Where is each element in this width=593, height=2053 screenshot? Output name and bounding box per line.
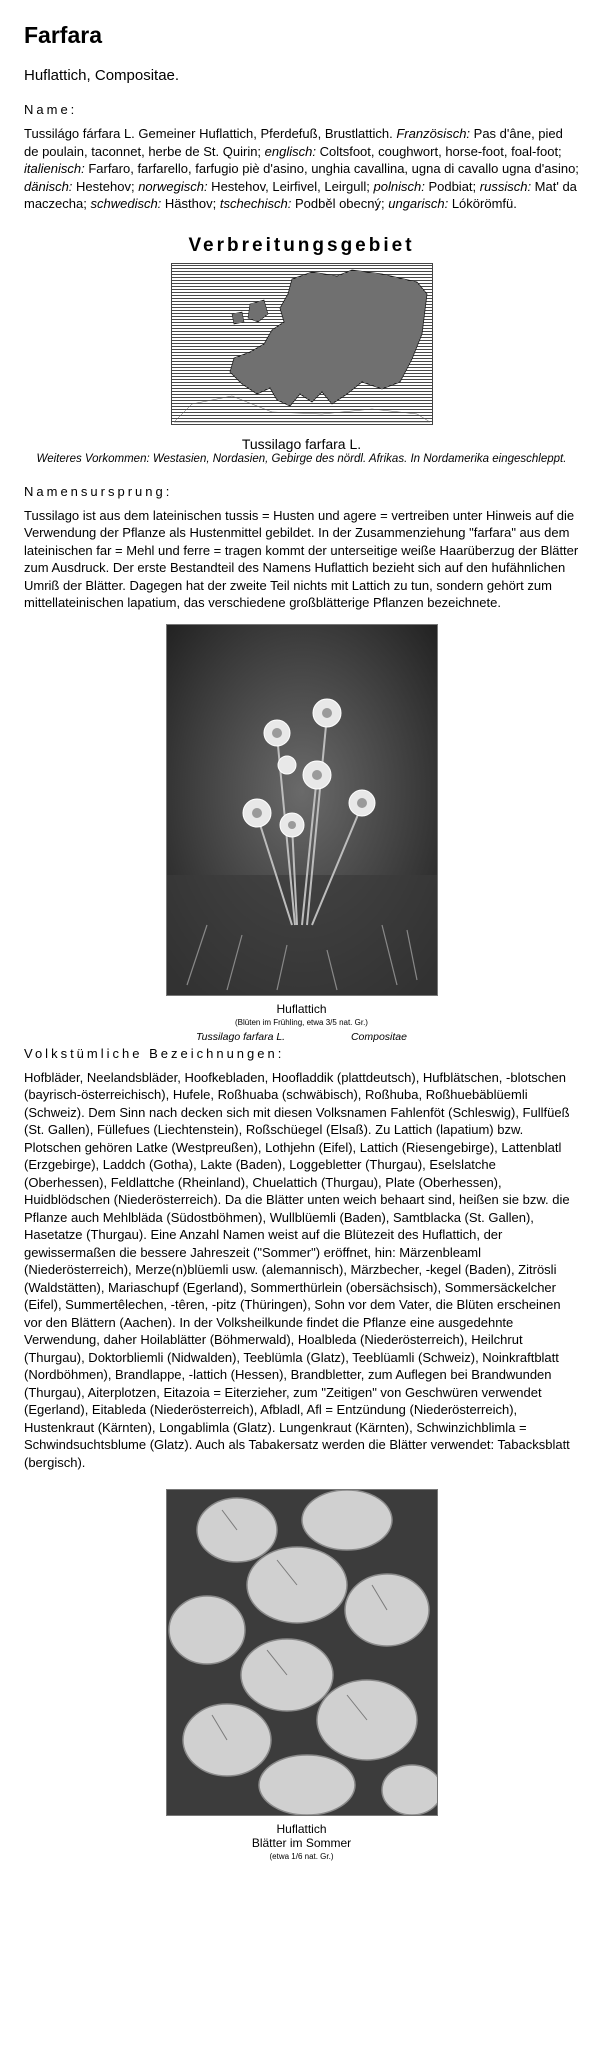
language-label: ungarisch: bbox=[388, 196, 449, 211]
photo2-scale: (etwa 1/6 nat. Gr.) bbox=[269, 1852, 334, 1861]
language-label: italienisch: bbox=[24, 161, 85, 176]
name-text: Pas d'âne, pied de poulain, taconnet, herbe de St. Quirin; bbox=[24, 126, 563, 159]
language-label: dänisch: bbox=[24, 178, 73, 194]
name-text: Tussilágo fárfara L. Gemeiner Huflattich, Pferdefuß, Brustlattich. bbox=[24, 126, 397, 141]
language-label: norwegisch: bbox=[138, 178, 208, 194]
coltsfoot-flowers-photo bbox=[166, 624, 438, 996]
photo2-title: Huflattich bbox=[276, 1822, 327, 1836]
distribution-figure bbox=[24, 235, 579, 466]
origin-paragraph: Tussilago ist aus dem lateinischen tussis = Husten und agere = vertreiben unter Hinweis auf die Verwendung der Pflanze als Hustenmittel gebildet. In der Zusammenziehung "farfara" aus dem lateinischen far = Mehl und ferre = tragen kommt der unterseitige weiße Haarüberzug der Blätter zum Ausdruck. Der erste Bestandteil des Namens Huflattich bezieht sich auf den hufähnlichen Umriß der Blätter. Dagegen hat der zweite Teil nichts mit Lattich zu tun, sondern gehört zum mittellateinischen lapatium, das verschiedene großblätterige Pflanzen bezeichnete. bbox=[24, 507, 579, 610]
photo1-caption bbox=[24, 1002, 579, 1044]
name-text: Mat' da maczecha; bbox=[24, 178, 577, 211]
name-paragraph bbox=[24, 125, 579, 213]
distribution-title: Verbreitungsgebiet bbox=[188, 234, 415, 256]
photo1-scale: (Blüten im Frühling, etwa 3/5 nat. Gr.) bbox=[235, 1017, 368, 1027]
europe-distribution-map bbox=[171, 263, 433, 425]
photo1-latin-row bbox=[24, 1030, 579, 1044]
name-text: Hestehov, Leirfivel, Leirgull; bbox=[207, 178, 374, 194]
folk-paragraph: Hofbläder, Neelandsbläder, Hoofkebladen, Hoofladdik (plattdeutsch), Hufblätschen, -blotschen (bayrisch-österreichisch), Hufele, Roßhuaba (schwäbisch), Roßhuba, Roßhuebäblüemli (Schweiz). Dem Sinn nach decken sich mit diesen Volksnamen Fahlenföt (Schleswig), Fullfüeß (St. Gallen), Füllefues (Liechtenstein), Roßschüegel (Elsaß). Zu Lattich (lapatium) bzw. Plotschen gehören Latke (Westpreußen), Lothjehn (Eifel), Lattich (Riesengebirge), Lattenblatl (Erzgebirge), Laddch (Gotha), Lakte (Baden), Loggebletter (Thurgau), Eselslatche (Oberhessen), Feldlattche (Rheinland), Chuelattich (Thurgau), Plate (Oberhessen), Huidblödschen (Niederösterreich). Da die Blätter unten weich behaart sind, heißen sie bzw. die Pflanze auch Mehlbläda (Südostböhmen), Wullblüemli (Baden), Samtblacka (St. Gallen), Hasetatze (Thurgau). Eine Anzahl Namen weist auf die Blütezeit des Huflattich, der gewissermaßen die bessere Jahreszeit ("Sommer") eröffnet, hin: Märzenbleaml (Niederösterreich), Merze(n)blüemli usw. (alemannisch), Märzbecher, -kegel (Baden), Zitrösli (Waldstätten), Mariaschupf (Egerland), Sommerthürlein (obersächsisch), Sommersäckelcher (Eifel), Summertêlechen, -têren, -pitz (Thüringen), Sohn vor dem Vater, die Blüten erscheinen vor den Blättern (Aachen). In der Volksheilkunde findet die Pflanze eine ausgedehnte Verwendung, daher Hoilablätter (Böhmerwald), Hoalbleda (Niederösterreich), Heilchrut (Thurgau), Doktorbliemli (Nidwalden), Teeblümla (Glatz), Teeblüamli (Schweiz), Noinkraftblatt (Nordböhmen), Brandlappe, -lattich (Hessen), Brandbletter, zum Auflegen bei Brandwunden (Thurgau), Aiterplotzen, Eitazoia = Eiterzieher, zum "Zeitigen" von Geschwüren verwendet (Egerland), Eitableda (Niederösterreich), Afbladl, Afl = Entzündung (Niederösterreich), Hustenkraut (Kärnten), Longablimla (Glatz). Lungenkraut (Kärnten), Schwinzichblimla = Schwindsuchtsblume (Glatz). Auch als Tabakersatz werden die Blätter verwendet: Tabacksblatt (bergisch). bbox=[24, 1069, 570, 1470]
origin-heading: Namensursprung: bbox=[24, 483, 173, 499]
distribution-note: Weiteres Vorkommen: Westasien, Nordasien, Gebirge des nördl. Afrikas. In Nordamerika eingeschleppt. bbox=[36, 452, 567, 465]
language-label: tschechisch: bbox=[219, 196, 292, 211]
name-text: Podbiat; bbox=[424, 178, 480, 194]
photo1-family: Compositae bbox=[350, 1030, 407, 1043]
photo2-caption bbox=[24, 1822, 579, 1864]
photo1-title: Huflattich bbox=[276, 1001, 327, 1016]
language-label: Französisch: bbox=[396, 126, 471, 141]
name-text: Lókörömfü. bbox=[448, 196, 517, 211]
name-text: Podběl obecný; bbox=[291, 196, 389, 211]
name-text: Coltsfoot, coughwort, horse-foot, foal-foot; bbox=[315, 143, 562, 159]
name-text: Hästhov; bbox=[161, 196, 220, 211]
name-text: Farfaro, farfarello, farfugio piè d'asino, unghia cavallina, ugna di cavallo ugna d'asino; bbox=[84, 161, 579, 176]
language-label: schwedisch: bbox=[90, 196, 162, 211]
language-label: polnisch: bbox=[373, 178, 425, 194]
language-label: russisch: bbox=[479, 178, 532, 194]
page-title: Farfara bbox=[24, 22, 102, 48]
name-text: Hestehov; bbox=[72, 178, 139, 194]
page-subtitle: Huflattich, Compositae. bbox=[24, 67, 180, 84]
photo1-latin: Tussilago farfara L. bbox=[196, 1030, 286, 1043]
map-species-label: Tussilago farfara L. bbox=[241, 435, 362, 452]
language-label: englisch: bbox=[264, 143, 316, 159]
name-heading: Name: bbox=[24, 102, 78, 117]
folk-heading: Volkstümliche Bezeichnungen: bbox=[24, 1045, 285, 1061]
photo2-subtitle: Blätter im Sommer bbox=[251, 1836, 352, 1850]
coltsfoot-leaves-photo bbox=[166, 1489, 438, 1816]
